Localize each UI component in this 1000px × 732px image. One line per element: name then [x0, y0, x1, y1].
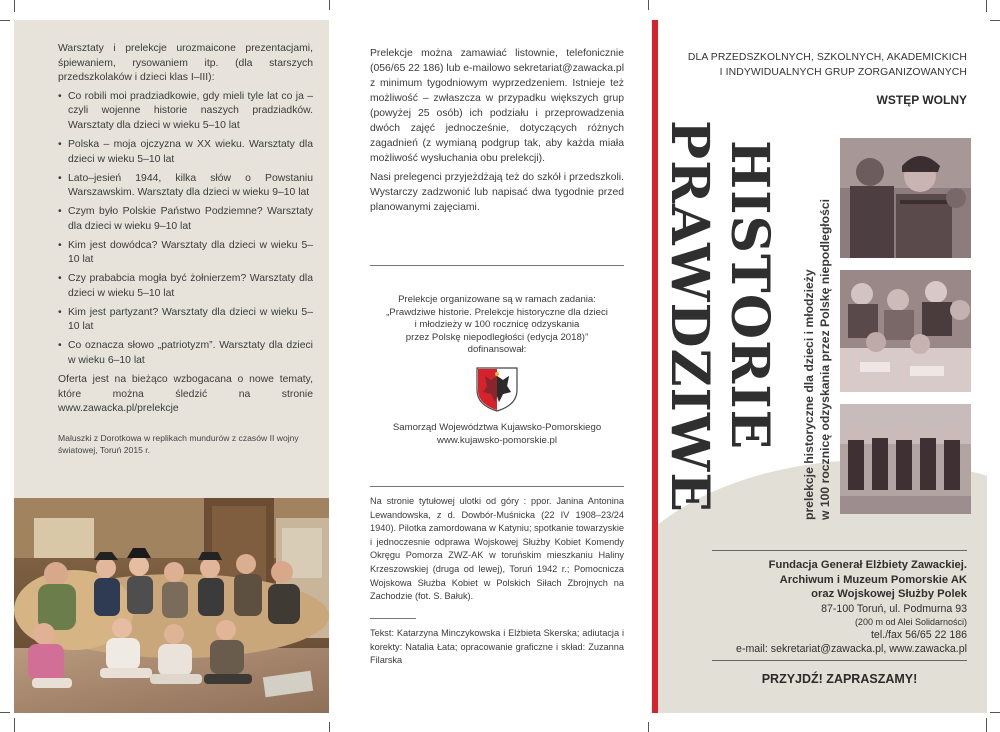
voivodeship-crest-icon: [475, 366, 519, 412]
list-item: • Czy prababcia mogła być żołnierzem? Warsztaty dla dzieci w wieku 5–10 lat: [58, 273, 313, 299]
crop-mark: [990, 712, 1000, 713]
crop-mark: [14, 718, 15, 732]
crop-mark: [0, 712, 10, 713]
fold-mark: [329, 0, 330, 10]
bullet-icon: •: [58, 206, 62, 218]
list-item: • Co oznacza słowo „patriotyzm”. Warsztaty dla dzieci w wieku 6–10 lat: [58, 340, 313, 367]
group-meeting-photo: [840, 270, 971, 392]
crop-mark: [0, 20, 10, 21]
list-item: • Kim jest dowódca? Warsztaty dla dzieci w wieku 5–10 lat: [58, 239, 313, 266]
list-item: • Polska – moja ojczyzna w XX wieku. Warsztaty dla dzieci w wieku 5–10 lat: [58, 138, 313, 165]
visits-paragraph: Nasi prelegenci przyjeżdżają też do szkół i przedszkoli. Wystarczy zadzwonić lub napisać dwa tygodnie przed planowanymi zajęciami.: [370, 172, 624, 213]
crop-mark: [986, 718, 987, 732]
funding-text: Prelekcje organizowane są w ramach zadania: „Prawdziwe historie. Prelekcje historyczne dla dzieci i młodzieży w 100 rocznicę odzyskania przez Polskę niepodległości (edycja 2018)” dofinansował:: [386, 294, 608, 356]
divider: [370, 486, 624, 487]
audience-text: DLA PRZEDSZKOLNYCH, SZKOLNYCH, AKADEMICKICH I INDYWIDUALNYCH GRUP ZORGANIZOWANYCH: [687, 52, 967, 78]
list-item: • Lato–jesień 1944, kilka słów o Powstaniu Warszawskim. Warsztaty dla dzieci w wieku 9–10 lat: [58, 172, 313, 199]
crop-mark: [986, 0, 987, 12]
credits-text: Tekst: Katarzyna Minczykowska i Elżbieta Skerska; adiutacja i korekty: Natalia Łata; opracowanie graficzne i skład: Zuzanna Filarska: [370, 628, 624, 666]
title-line-1: PRAWDZIWE: [659, 120, 720, 513]
bullet-icon: •: [58, 340, 62, 352]
sponsor-text: Samorząd Województwa Kujawsko-Pomorskiego www.kujawsko-pomorskie.pl: [392, 422, 602, 446]
workshops-list: [58, 90, 313, 369]
panel-left: [14, 20, 329, 713]
photo-caption: Maluszki z Dorotkowa w replikach mundurów z czasów II wojny światowej, Toruń 2015 r.: [58, 433, 299, 455]
email-web-text: e-mail: sekretariat@zawacka.pl, www.zawacka.pl: [736, 642, 967, 655]
fold-mark: [329, 722, 330, 732]
address-note: (200 m od Alei Solidarności): [854, 616, 967, 627]
list-item: • Kim jest partyzant? Warsztaty dla dzieci w wieku 5–10 lat: [58, 306, 313, 333]
list-item: • Czym było Polskie Państwo Podziemne? Warsztaty dla dzieci w wieku 9–10 lat: [58, 206, 313, 232]
bullet-icon: •: [58, 239, 62, 251]
list-item: • Co robili moi pradziadkowie, gdy mieli tyle lat co ja – czyli wojenne historie naszych pradziadków. Warsztaty dla dzieci w wieku 5–10 lat: [58, 90, 313, 131]
fold-mark: [648, 0, 649, 10]
divider: [712, 660, 967, 661]
panel-cover: [652, 20, 987, 713]
bullet-icon: •: [58, 138, 62, 150]
address-text: 87-100 Toruń, ul. Podmurna 93: [821, 602, 967, 615]
crop-mark: [14, 0, 15, 12]
fold-mark: [648, 722, 649, 732]
bullet-icon: •: [58, 273, 62, 285]
divider: [370, 618, 416, 619]
offer-text: Oferta jest na bieżąco wzbogacana o nowe tematy, które można śledzić na stronie www.zawacka.pl/prelekcje: [58, 374, 313, 415]
title-line-2: HISTORIE: [719, 140, 780, 451]
phone-text: tel./fax 56/65 22 186: [870, 628, 967, 641]
cover-photo-note: Na stronie tytułowej ulotki od góry : ppor. Janina Antonina Lewandowska, z d. Dowbór-Muśnicka (22 IV 1908–23/24 1940). Pilotka zamordowana w Katyniu; spotkanie towarzyskie i jednoczesnie odprawa Wojskowej Służby Kobiet Komendy Okręgu Pomorza ZWZ-AK w toruńskim mieszkaniu Haliny Krzeszowskiej (druga od lewej), Toruń 1942 r.; Pomocnicza Wojskowa Służba Kobiet w Polskich Siłach Zbrojnych na Zachodzie (fot. S. Bałuk).: [370, 496, 624, 602]
ordering-info: [370, 46, 624, 219]
servicewomen-photo: [840, 404, 971, 514]
children-group-photo: [14, 498, 329, 713]
workshops-intro: Warsztaty i prelekcje urozmaicone prezentacjami, śpiewaniem, rysowaniem itp. (dla starszych przedszkolaków i dzieci klas I–III):: [58, 43, 313, 84]
admission-text: WSTĘP WOLNY: [876, 93, 967, 107]
accent-bar: [652, 20, 658, 713]
invitation-text: PRZYJDŹ! ZAPRASZAMY!: [761, 672, 918, 686]
bullet-icon: •: [58, 306, 62, 318]
organization-contact: Fundacja Generał Elżbiety Zawackiej. Archiwum i Muzeum Pomorskie AK oraz Wojskowej Służby Polek 87-100 Toruń, ul. Podmurna 93 (200 m od Alei Solidarności) tel./fax 56/65 22 186 e-mail: sekretariat@zawacka.pl, www.zawacka.pl: [692, 558, 967, 656]
workshops-text: [58, 42, 313, 417]
portrait-photo: [840, 138, 971, 258]
panel-middle: [338, 20, 644, 713]
ordering-paragraph: Prelekcje można zamawiać listownie, telefonicznie (056/65 22 186) lub e-mailowo sekretariat@zawacka.pl z minimum tygodniowym wyprzedzeniem. Istnieje też możliwość – zwłaszcza w przypadku większych grup (powyżej 25 osób) ich podziału i przeprowadzenia dwóch zajęć jednocześnie, dotyczących różnych zagadnień (z wymianą podgrup tak, aby każda miała możliwość wysłuchania obu prelekcji).: [370, 48, 624, 164]
subtitle-line-1: prelekcje historyczne dla dzieci i młodzieży: [802, 269, 816, 520]
subtitle-line-2: w 100 rocznicę odzyskania przez Polskę niepodległości: [818, 198, 832, 520]
crop-mark: [990, 20, 1000, 21]
divider: [712, 550, 967, 551]
divider: [370, 265, 624, 266]
bullet-icon: •: [58, 90, 62, 102]
bullet-icon: •: [58, 172, 62, 184]
